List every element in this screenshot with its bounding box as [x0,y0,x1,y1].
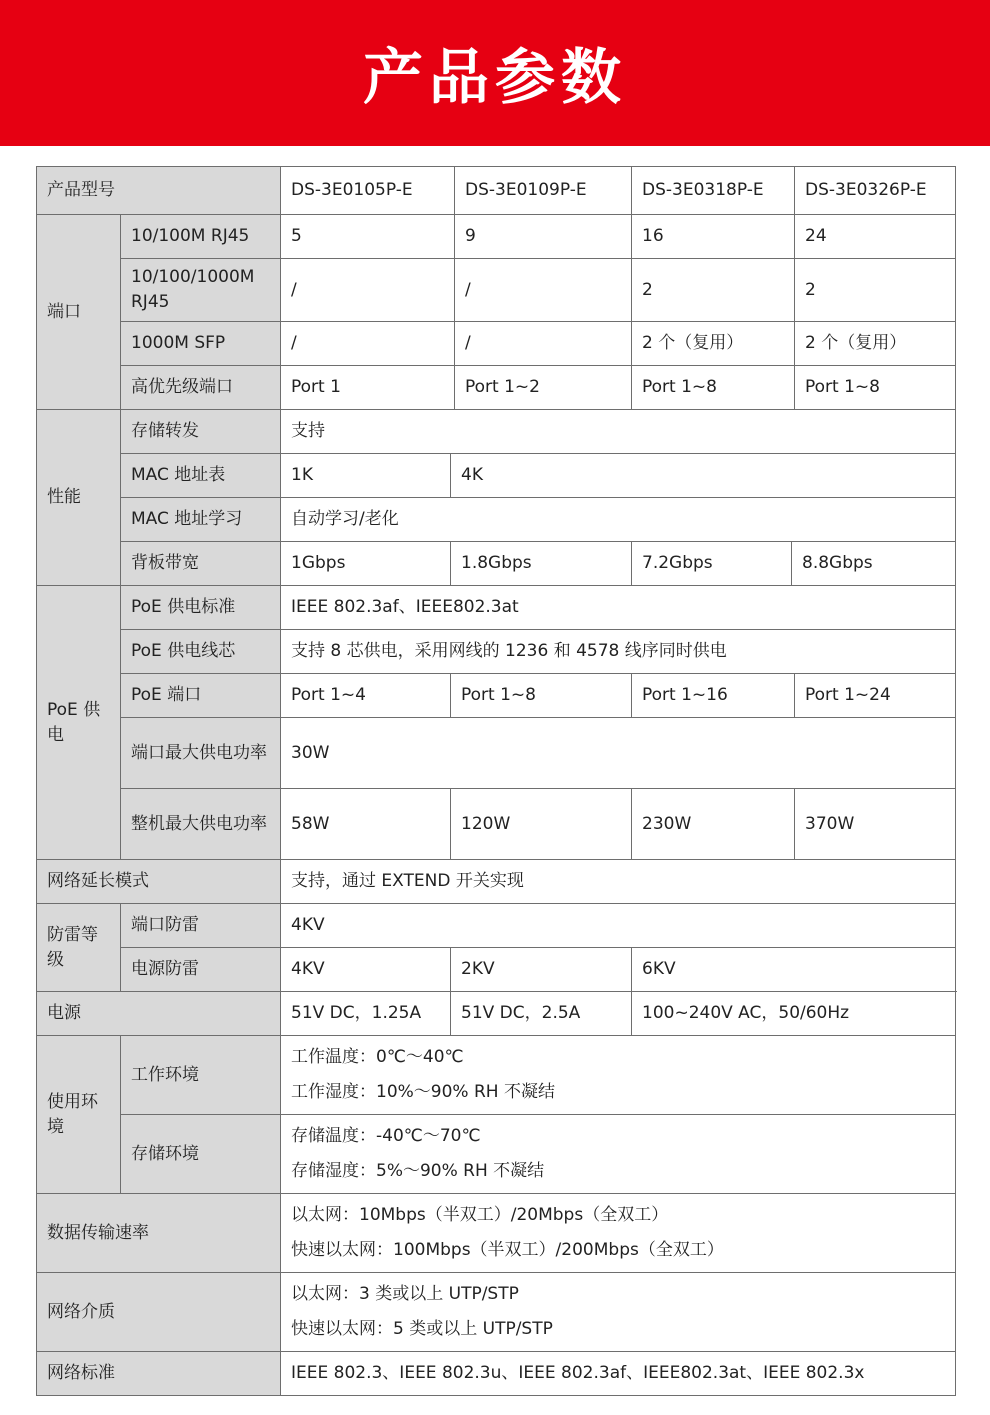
poe-row-cores [37,630,956,674]
perf-group-label: 性能 [37,410,121,586]
media-row [37,1273,956,1352]
value-cell: 9 [455,215,632,259]
page-title: 产品参数 [363,43,627,113]
value-cell [281,1273,956,1352]
value-cell: 2 个（复用） [795,322,956,366]
value-cell: Port 1~8 [632,366,795,410]
row-label: 存储转发 [121,410,281,454]
perf-row-mac-learning [37,498,956,542]
value-cell: 自动学习/老化 [281,498,956,542]
row-label: 高优先级端口 [121,366,281,410]
value-cell: 100~240V AC，50/60Hz [632,992,956,1036]
value-cell: IEEE 802.3、IEEE 802.3u、IEEE 802.3af、IEEE802.3at、IEEE 802.3x [281,1352,956,1396]
port-row-sfp [37,322,956,366]
value-line: 以太网：3 类或以上 UTP/STP [291,1284,519,1304]
model-4: DS-3E0326P-E [795,167,956,215]
row-label: 背板带宽 [121,542,281,586]
value-cell: 58W [281,789,451,860]
header-row [37,167,956,215]
value-cell: / [281,259,455,322]
poe-group-label: PoE 供电 [37,586,121,860]
value-cell: 16 [632,215,795,259]
value-cell: / [455,259,632,322]
surge-row-port [37,904,956,948]
row-label: 网络介质 [37,1273,281,1352]
port-row-rj45-1000m [37,259,956,322]
standard-row [37,1352,956,1396]
value-line: 工作温度：0℃～40℃ [291,1047,464,1067]
value-line: 以太网：10Mbps（半双工）/20Mbps（全双工） [291,1205,669,1225]
value-cell: 51V DC，1.25A [281,992,451,1036]
value-cell: 支持 [281,410,956,454]
row-label: 端口防雷 [121,904,281,948]
value-cell: 1K [281,454,451,498]
surge-row-power [37,948,956,992]
row-label: 10/100M RJ45 [121,215,281,259]
value-cell: 2 [632,259,795,322]
row-label: 电源防雷 [121,948,281,992]
perf-row-mac-table [37,454,956,498]
value-cell: 2 [795,259,956,322]
perf-row-forwarding [37,410,956,454]
value-line: 工作湿度：10%～90% RH 不凝结 [291,1082,555,1102]
value-line: 存储温度：-40℃～70℃ [291,1126,481,1146]
row-label: 10/100/1000M RJ45 [121,259,281,322]
value-cell: 4KV [281,904,956,948]
value-cell: 支持，通过 EXTEND 开关实现 [281,860,956,904]
value-cell: IEEE 802.3af、IEEE802.3at [281,586,956,630]
value-cell: Port 1~4 [281,674,451,718]
port-row-priority [37,366,956,410]
spec-table [36,166,956,1396]
value-cell: / [281,322,455,366]
row-label: 工作环境 [121,1036,281,1115]
port-group-label: 端口 [37,215,121,410]
value-cell [281,1036,956,1115]
model-1: DS-3E0105P-E [281,167,455,215]
poe-row-port-max [37,718,956,789]
value-cell: Port 1 [281,366,455,410]
header-label: 产品型号 [37,167,281,215]
value-cell: Port 1~8 [795,366,956,410]
perf-row-backplane [37,542,956,586]
value-cell: 24 [795,215,956,259]
model-3: DS-3E0318P-E [632,167,795,215]
value-cell: Port 1~24 [795,674,956,718]
rate-row [37,1194,956,1273]
row-label: MAC 地址学习 [121,498,281,542]
row-label: PoE 供电线芯 [121,630,281,674]
value-cell: 1Gbps [281,542,451,586]
value-cell: / [455,322,632,366]
value-cell: 支持 8 芯供电，采用网线的 1236 和 4578 线序同时供电 [281,630,956,674]
row-label: 端口最大供电功率 [121,718,281,789]
value-line: 快速以太网：100Mbps（半双工）/200Mbps（全双工） [291,1240,724,1260]
value-cell: 5 [281,215,455,259]
value-cell: 2KV [451,948,632,992]
value-cell: 8.8Gbps [792,542,956,586]
extend-row [37,860,956,904]
title-banner [0,0,990,146]
value-line: 存储湿度：5%～90% RH 不凝结 [291,1161,545,1181]
row-label: PoE 端口 [121,674,281,718]
value-cell: 230W [632,789,795,860]
value-cell: 6KV [632,948,956,992]
value-cell: 7.2Gbps [632,542,792,586]
value-cell: 120W [451,789,632,860]
value-cell: 370W [795,789,956,860]
env-row-storage [37,1115,956,1194]
value-cell: 1.8Gbps [451,542,632,586]
model-2: DS-3E0109P-E [455,167,632,215]
row-label: 电源 [37,992,281,1036]
env-row-working [37,1036,956,1115]
value-cell: 51V DC，2.5A [451,992,632,1036]
value-cell: 4KV [281,948,451,992]
spec-table-wrapper [36,166,955,1396]
row-label: 网络延长模式 [37,860,281,904]
row-label: 数据传输速率 [37,1194,281,1273]
value-line: 快速以太网：5 类或以上 UTP/STP [291,1319,553,1339]
value-cell: 2 个（复用） [632,322,795,366]
row-label: 网络标准 [37,1352,281,1396]
poe-row-total-max [37,789,956,860]
value-cell: Port 1~2 [455,366,632,410]
row-label: 存储环境 [121,1115,281,1194]
row-label: MAC 地址表 [121,454,281,498]
row-label: 整机最大供电功率 [121,789,281,860]
env-group-label: 使用环境 [37,1036,121,1194]
value-cell [281,1194,956,1273]
poe-row-ports [37,674,956,718]
value-cell: 4K [451,454,956,498]
value-cell: Port 1~8 [451,674,632,718]
row-label: PoE 供电标准 [121,586,281,630]
poe-row-standard [37,586,956,630]
value-cell [281,1115,956,1194]
value-cell: 30W [281,718,956,789]
surge-group-label: 防雷等级 [37,904,121,992]
port-row-rj45-100m [37,215,956,259]
value-cell: Port 1~16 [632,674,795,718]
row-label: 1000M SFP [121,322,281,366]
power-row [37,992,956,1036]
